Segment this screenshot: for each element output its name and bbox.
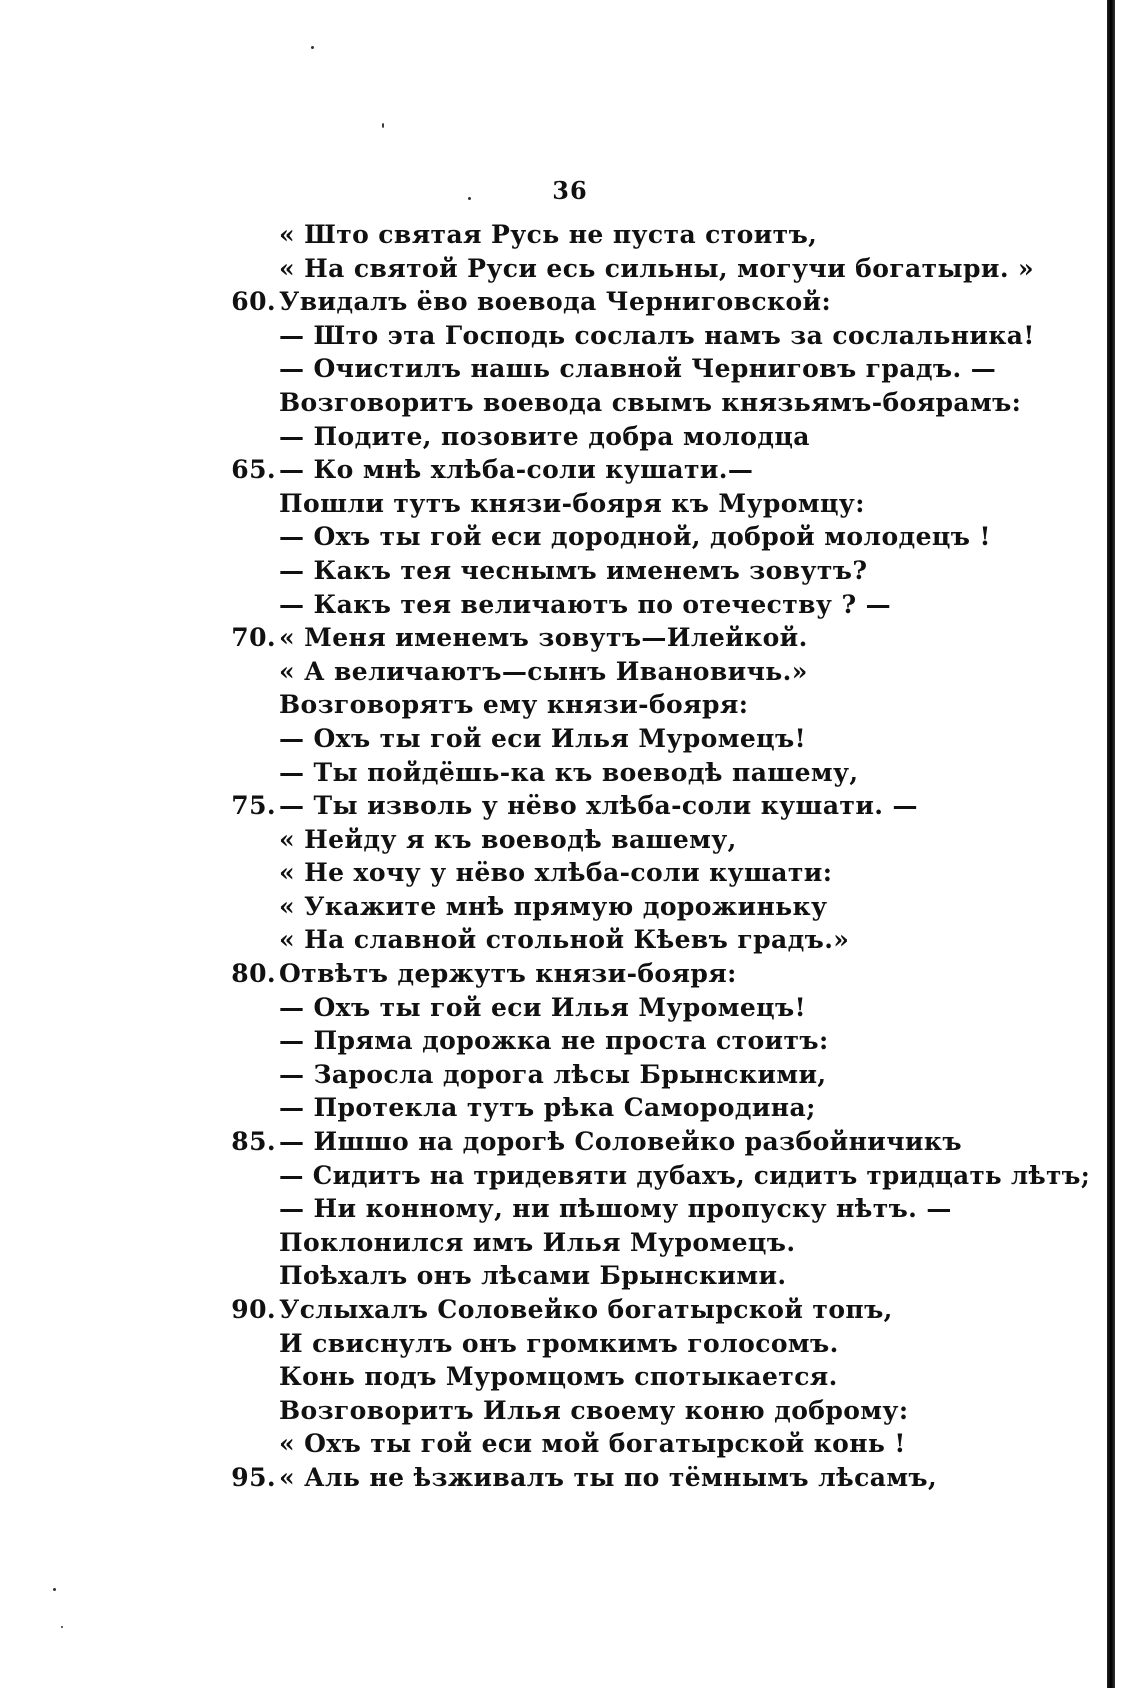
verse-text: « Меня именемъ зовутъ—Илейкой. [279, 623, 808, 653]
verse-line [0, 1427, 1100, 1461]
verse-text: Услыхалъ Соловейко богатырской топъ, [279, 1295, 893, 1324]
verse-line [0, 1159, 1100, 1193]
print-speck [311, 46, 314, 49]
verse-text: « Охъ ты гой еси мой богатырской конь ! [279, 1429, 906, 1459]
verse-text: « На славной стольной Кѣевъ градъ.» [279, 925, 850, 955]
verse-text: Увидалъ ёво воевода Черниговской: [279, 287, 832, 317]
print-speck [468, 197, 471, 200]
verse-line [0, 856, 1100, 890]
verse-text: Конь подъ Муромцомъ спотыкается. [279, 1362, 838, 1392]
verse-line [0, 218, 1100, 252]
verse-line [0, 1360, 1100, 1394]
line-number: 80. [231, 959, 276, 989]
verse-line [0, 319, 1100, 353]
verse-text: — Очистилъ нашь славной Черниговъ градъ. — [279, 354, 997, 384]
line-number: 65. [231, 455, 276, 485]
verse-line [0, 789, 1100, 823]
line-number: 70. [231, 623, 276, 653]
verse-text: « Што святая Русь не пуста стоитъ, [279, 220, 818, 249]
verse-text: — Ко мнѣ хлѣба-соли кушати.— [279, 455, 754, 485]
verse-line [0, 890, 1100, 924]
verse-line [0, 655, 1100, 689]
verse-line [0, 386, 1100, 420]
verse-text: Возговоритъ воевода свымъ князьямъ-боярамъ: [279, 387, 1022, 417]
verse-line [0, 621, 1100, 655]
verse-line [0, 957, 1100, 991]
verse-text: — Што эта Господь сослалъ намъ за сослальника! [279, 320, 1035, 350]
verse-line [0, 722, 1100, 756]
verse-text: « А величаютъ—сынъ Ивановичь.» [279, 656, 808, 686]
verse-text: « Укажите мнѣ прямую дорожиньку [279, 891, 828, 921]
verse-line [0, 1192, 1100, 1226]
page-edge-shadow [1107, 0, 1115, 1688]
verse-line [0, 1461, 1100, 1495]
verse-line [0, 823, 1100, 857]
verse-text: Отвѣтъ держутъ князи-бояря: [279, 959, 737, 989]
line-number: 90. [231, 1295, 276, 1324]
verse-text: — Какъ тея чеснымъ именемъ зовутъ? [279, 555, 868, 585]
verse-text: — Пряма дорожка не проста стоитъ: [279, 1026, 829, 1056]
verse-line [0, 1091, 1100, 1125]
verse-line [0, 520, 1100, 554]
verse-line [0, 1293, 1100, 1327]
verse-text: — Заросла дорога лѣсы Брынскими, [279, 1059, 827, 1089]
verse-text: — Протекла тутъ рѣка Самородина; [279, 1093, 816, 1123]
verse-line [0, 588, 1100, 622]
verse-text: Возговорятъ ему князи-бояря: [279, 690, 749, 720]
verse-line [0, 420, 1100, 454]
verse-line [0, 1024, 1100, 1058]
verse-line [0, 554, 1100, 588]
verse-line [0, 1226, 1100, 1260]
verse-line [0, 453, 1100, 487]
print-speck [382, 123, 384, 128]
verse-line [0, 252, 1100, 286]
verse-line [0, 756, 1100, 790]
poem-text [0, 218, 1100, 1495]
line-number: 85. [231, 1127, 276, 1157]
verse-text: — Ты изволь у нёво хлѣба-соли кушати. — [279, 791, 918, 821]
print-speck [53, 1588, 56, 1591]
verse-line [0, 1259, 1100, 1293]
verse-line [0, 1327, 1100, 1361]
verse-text: « Аль не ѣзживалъ ты по тёмнымъ лѣсамъ, [279, 1462, 938, 1492]
verse-text: Возговоритъ Илья своему коню доброму: [279, 1395, 909, 1425]
verse-line [0, 285, 1100, 319]
verse-text: — Ишшо на дорогѣ Соловейко разбойничикъ [279, 1127, 962, 1157]
verse-text: — Ни конному, ни пѣшому пропуску нѣтъ. — [279, 1194, 952, 1224]
print-speck [61, 1626, 63, 1628]
verse-text: — Подите, позовите добра молодца [279, 421, 810, 451]
verse-line [0, 991, 1100, 1025]
verse-text: « Не хочу у нёво хлѣба-соли кушати: [279, 858, 833, 888]
line-number: 75. [231, 791, 276, 821]
line-number: 95. [231, 1462, 276, 1492]
verse-line [0, 352, 1100, 386]
verse-text: — Охъ ты гой еси дородной, доброй молодецъ ! [279, 522, 991, 552]
line-number: 60. [231, 287, 276, 317]
verse-line [0, 487, 1100, 521]
verse-text: « На святой Руси есь сильны, могучи богатыри. » [279, 253, 1035, 283]
verse-text: « Нейду я къ воеводѣ вашему, [279, 824, 737, 854]
verse-text: Поѣхалъ онъ лѣсами Брынскими. [279, 1261, 787, 1291]
verse-text: — Охъ ты гой еси Илья Муромецъ! [279, 723, 806, 753]
verse-line [0, 923, 1100, 957]
verse-text: Поклонился имъ Илья Муромецъ. [279, 1227, 796, 1257]
verse-text: И свиснулъ онъ громкимъ голосомъ. [279, 1328, 839, 1358]
verse-line [0, 1125, 1100, 1159]
verse-line [0, 688, 1100, 722]
verse-line [0, 1058, 1100, 1092]
verse-text: Пошли тутъ князи-бояря къ Муромцу: [279, 488, 865, 518]
verse-line [0, 1394, 1100, 1428]
verse-text: — Сидитъ на тридевяти дубахъ, сидитъ тридцать лѣтъ; [279, 1160, 1091, 1190]
page-number: 36 [552, 176, 588, 205]
verse-text: — Ты пойдёшь-ка къ воеводѣ пашему, [279, 757, 859, 787]
verse-text: — Какъ тея величаютъ по отечеству ? — [279, 589, 891, 619]
verse-text: — Охъ ты гой еси Илья Муромецъ! [279, 992, 806, 1022]
